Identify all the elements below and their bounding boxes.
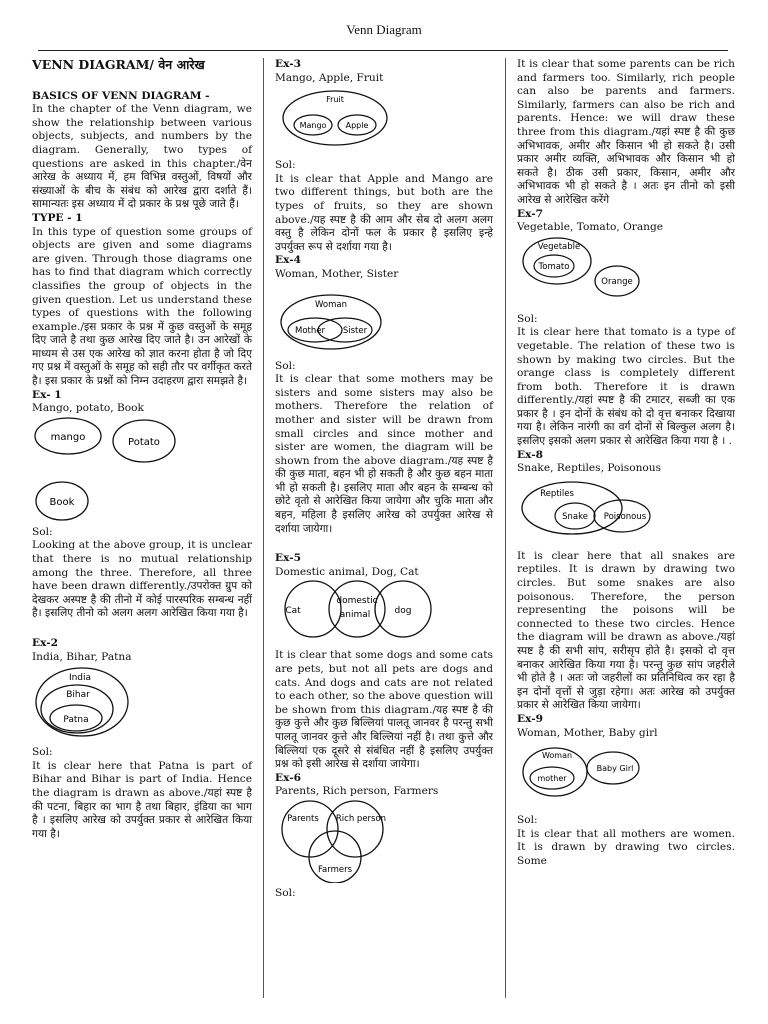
ex7-items: Vegetable, Tomato, Orange (517, 221, 664, 234)
basics-text: In the chapter of the Venn diagram, we show the relationship between various objects, subjects, and numbers by the diagram. Generally, two types of questions are asked in this chapter./वेन आरेख के अध्याय में, हम विभिन्न वस्तुओं, विषयों और संख्याओं के बीच के संबंध को आरेख द्वारा दर्शाते हैं। सामान्यतः इस अध्याय में दो प्रकार के प्रश्न पूछे जाते हैं। (32, 103, 252, 211)
ex5-items: Domestic animal, Dog, Cat (275, 565, 419, 578)
potato-label: Potato (128, 436, 160, 448)
animal-label: animal (339, 610, 371, 621)
mango-label: Mango (299, 121, 327, 131)
mother-label: Mother (295, 325, 325, 336)
ex5-venn-diagram (275, 579, 493, 641)
baby-girl-label: Baby Girl (596, 764, 634, 774)
ex8-items: Snake, Reptiles, Poisonous (517, 462, 662, 475)
basics-heading: BASICS OF VENN DIAGRAM - (32, 89, 210, 102)
rich-person-circle (327, 801, 383, 857)
ex3-sol: Sol: (275, 159, 296, 172)
ex7-sol: Sol: (517, 312, 538, 325)
ex4-items: Woman, Mother, Sister (275, 267, 399, 280)
ex6-heading: Ex-6 (275, 771, 301, 784)
ex4-text: It is clear that some mothers may be sisters and some sisters may also be mothers. Therefore the relation of mother and sister will be drawn from small circles and since mother and sister are women, the diagram will be shown from the above diagram./यह स्पष्ट है की कुछ माता, बहन भी हो सकती है और कुछ बहन माता भी हो सकती है। इसलिए माता और बहन के सम्बन्ध को छोटे वृतो से आरेखित किया जायेगा और चुकि माता और बहन, महिला है इसलिए आरेख को उपर्युक्त आरेख से दर्शाया जायेगा। (275, 373, 493, 535)
ex4-venn-diagram (275, 282, 493, 352)
ex1-venn-diagram (32, 416, 252, 526)
tomato-label: Tomato (538, 261, 570, 272)
ex6-venn-diagram (275, 799, 493, 883)
column-divider-1 (263, 58, 264, 998)
ex6-continuation-text: It is clear that some parents can be rich and farmers too. Similarly, rich people can also be parents and farmers. Similarly, farmers can also be rich and parents. Hence: we will draw these three from this diagram./यहां स्पष्ट है की कुछ अभिभावक, अमीर और किसान भी हो सकते है। उसी प्रकार अमीर व्यक्ति, अभिभावक और किसान भी हो सकते है। ठीक उसी प्रकार, किसान, अमीर और अभिभावक भी हो सकते है । अतः इन तीनो को इसी आरेख से आरेखित करेंगे (517, 58, 735, 206)
farmers-label: Farmers (317, 864, 353, 875)
type-text: In this type of question some groups of objects are given and some diagrams are given. Through those diagrams one has to find that diagram which correctly classifies the group of objects in the given question. Let us understand these types of questions with the following example./इस प्रकार के प्रश्न में कुछ वस्तुओं के समूह दिए जाते है तथा कुछ आरेख दिए जाते है। उन आरेखों के माध्यम से उस एक आरेख को ज्ञात करना होता है जो दिए गए प्रश्न में वस्तुओं के समूह को सही तौर पर वर्गीकृत करते है। इस प्रकार के प्रश्नों को निम्न उदाहरण द्वारा समझते है। (32, 225, 253, 388)
ex1-text: Looking at the above group, it is unclear that there is no mutual relationship among the three. Therefore, all three have been drawn differently./उपरोक्त ग्रुप को देखकर अस्पष्ट है की तीनो में कोई पारस्परिक सम्बन्ध नहीं है। इसलिए तीनो को अलग अलग आरेखित किया गया है। (32, 539, 252, 620)
ex1-items: Mango, potato, Book (32, 402, 144, 415)
type-heading: TYPE - 1 (32, 211, 83, 224)
ex4-sol: Sol: (275, 359, 296, 372)
ex6-sol: Sol: (275, 886, 296, 899)
ex1-heading: Ex- 1 (32, 388, 62, 401)
mother-label: mother (537, 774, 567, 784)
ex4-heading: Ex-4 (275, 254, 301, 267)
column-2 (275, 58, 493, 901)
ex3-items: Mango, Apple, Fruit (275, 71, 384, 84)
page-header: Venn Diagram (346, 22, 422, 37)
book-label: Book (49, 496, 75, 508)
ex6-items: Parents, Rich person, Farmers (275, 785, 439, 798)
poisonous-label: Poisonous (603, 511, 647, 522)
woman-label: Woman (315, 299, 347, 310)
ex5-text: It is clear that some dogs and some cats are pets, but not all pets are dogs and cats. And dogs and cats are not related to each other, so the above question will be shown from this diagram./यह स्पष्ट है की कुछ कुत्ते और कुछ बिल्लियां पालतू जानवर है परन्तु सभी पालतू जानवर कुत्ते और बिल्लियां नहीं है। तथा कुत्ते और बिल्लियां एक दूसरे से संबंधित नहीं है इसलिए उपर्युक्त प्रश्न को इसी आरेख से दर्शाया जायेगा। (275, 649, 493, 771)
ex8-text: It is clear here that all snakes are reptiles. It is drawn by drawing two circles. But some snakes are also poisonous. Therefore, the person representing the poisons will be connected to these two circles. Hence the diagram will be drawn as above./यहां स्पष्ट है की सभी सांप, सरीसृप होते है। इसको दो वृत्त बनाकर आरेखित किया गया है। परन्तु कुछ सांप जहरीले भी होते है । अतः जो जहरीलों का प्रतिनिधित्व कर रहा है इन दोनों वृत्तों से जुड़ा रहेगा। अतः आरेख को उपर्युक्त प्रकार से आरेखित किया जायेगा। (517, 549, 735, 712)
fruit-label: Fruit (326, 95, 344, 105)
cat-label: Cat (285, 606, 301, 617)
ex2-text: It is clear here that Patna is part of Bihar and Bihar is part of India. Hence the diagram is drawn as above./यहां स्पष्ट है की पटना, बिहार का भाग है तथा बिहार, इंडिया का भाग है । इसलिए आरेख को उपर्युक्त प्रकार से आरेखित किया गया है। (32, 759, 252, 840)
ex1-sol: Sol: (32, 525, 53, 538)
ex3-venn-diagram (275, 85, 493, 151)
ex2-venn-diagram (32, 664, 252, 746)
india-label: India (68, 673, 92, 684)
ex8-venn-diagram (517, 476, 735, 538)
ex2-sol: Sol: (32, 746, 53, 759)
parents-label: Parents (287, 813, 319, 824)
ex7-text: It is clear here that tomato is a type of vegetable. The relation of these two is shown by making two circles. But the orange class is completely different from both. Therefore it is drawn differently./यहां स्पष्ट है की टमाटर, सब्जी का एक प्रकार है । इन दोनों के संबंध को दो वृत्त बनाकर दिखाया गया है। लेकिन नारंगी का वर्ग दोनों से बिल्कुल अलग है। इसलिए इसको अलग प्रकार से आरेखित किया गया है । . (517, 326, 735, 448)
column-1 (32, 58, 252, 841)
ex3-heading: Ex-3 (275, 58, 301, 70)
ex9-items: Woman, Mother, Baby girl (517, 726, 658, 739)
ex3-text: It is clear that Apple and Mango are two different things, but both are the types of fruits, so they are shown above./यह स्पष्ट है की आम और सेब दो अलग अलग वस्तु है लेकिन दोनों फल के प्रकार है इसलिए इन्हे उपर्युक्त रूप से दर्शाया गया है। (275, 172, 493, 253)
snake-label: Snake (562, 511, 588, 522)
domestic-animal-circle (329, 581, 385, 637)
ex9-sol: Sol: (517, 814, 538, 827)
ex9-venn-diagram (517, 740, 735, 806)
ex7-venn-diagram (517, 235, 735, 305)
ex8-heading: Ex-8 (517, 448, 543, 461)
ex5-heading: Ex-5 (275, 552, 301, 565)
vegetable-label: Vegetable (537, 241, 581, 252)
bihar-label: Bihar (66, 690, 90, 701)
ex2-items: India, Bihar, Patna (32, 650, 132, 663)
reptiles-label: Reptiles (540, 488, 574, 499)
orange-label: Orange (601, 276, 633, 287)
column-3 (517, 58, 735, 869)
woman-label: Woman (541, 751, 573, 761)
patna-label: Patna (63, 715, 89, 726)
ex7-heading: Ex-7 (517, 207, 543, 220)
header-rule (38, 50, 728, 51)
apple-label: Apple (345, 121, 369, 131)
domestic-label: domestic (336, 596, 378, 607)
column-divider-2 (505, 58, 506, 998)
sister-label: Sister (342, 325, 368, 336)
ex9-text: It is clear that all mothers are women. It is drawn by drawing two circles. Some (517, 827, 735, 867)
mango-label: mango (50, 431, 86, 443)
ex9-heading: Ex-9 (517, 712, 543, 725)
dog-label: dog (394, 606, 412, 617)
ex2-heading: Ex-2 (32, 637, 58, 649)
rich-person-label: Rich person (335, 813, 387, 824)
page-title: VENN DIAGRAM/ वेन आरेख (32, 57, 205, 72)
